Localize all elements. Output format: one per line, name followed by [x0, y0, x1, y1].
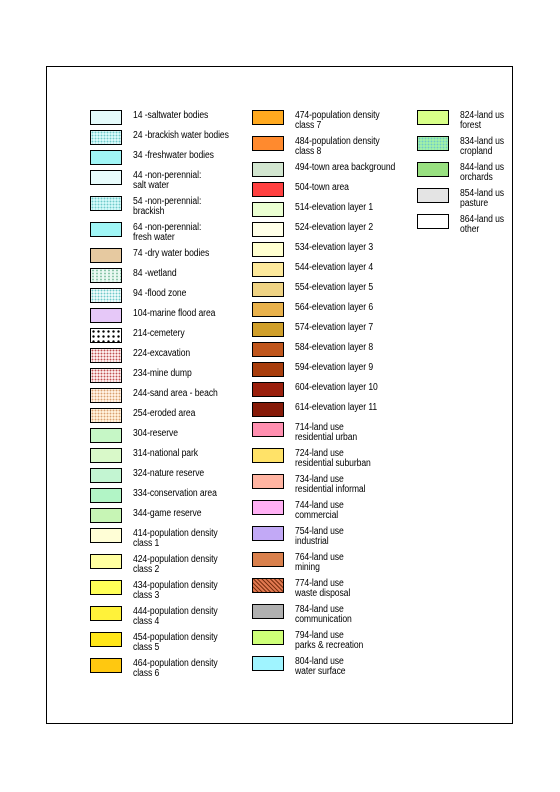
legend-label: 514-elevation layer 1 — [295, 202, 374, 213]
legend-label: 784-land use communication — [295, 604, 352, 625]
legend-label: 524-elevation layer 2 — [295, 222, 374, 233]
legend-label: 804-land use water surface — [295, 656, 346, 677]
legend-swatch — [252, 222, 284, 237]
legend-swatch — [252, 604, 284, 619]
legend-swatch — [252, 578, 284, 593]
legend-label: 44 -non-perennial: salt water — [133, 170, 202, 191]
legend-label: 774-land use waste disposal — [295, 578, 351, 599]
legend-swatch — [252, 162, 284, 177]
legend-swatch — [252, 630, 284, 645]
legend-label: 484-population density class 8 — [295, 136, 380, 157]
legend-swatch — [90, 388, 122, 403]
legend-swatch — [90, 222, 122, 237]
legend-swatch — [417, 214, 449, 229]
legend-label: 594-elevation layer 9 — [295, 362, 374, 373]
legend-swatch — [417, 188, 449, 203]
legend-label: 554-elevation layer 5 — [295, 282, 374, 293]
legend-swatch — [252, 526, 284, 541]
legend-label: 94 -flood zone — [133, 288, 187, 299]
legend-swatch — [252, 110, 284, 125]
legend-label: 74 -dry water bodies — [133, 248, 210, 259]
legend-label: 604-elevation layer 10 — [295, 382, 378, 393]
legend-label: 534-elevation layer 3 — [295, 242, 374, 253]
legend-label: 844-land us orchards — [460, 162, 505, 183]
legend-label: 314-national park — [133, 448, 198, 459]
legend-label: 304-reserve — [133, 428, 178, 439]
legend-label: 734-land use residential informal — [295, 474, 366, 495]
legend-swatch — [90, 428, 122, 443]
legend-label: 214-cemetery — [133, 328, 185, 339]
legend-label: 254-eroded area — [133, 408, 196, 419]
legend-swatch — [252, 342, 284, 357]
legend-label: 714-land use residential urban — [295, 422, 358, 443]
legend-label: 54 -non-perennial: brackish — [133, 196, 202, 217]
legend-label: 444-population density class 4 — [133, 606, 218, 627]
legend-label: 854-land us pasture — [460, 188, 505, 209]
legend-label: 434-population density class 3 — [133, 580, 218, 601]
legend-swatch — [90, 408, 122, 423]
legend-swatch — [252, 302, 284, 317]
legend-label: 324-nature reserve — [133, 468, 205, 479]
legend-label: 464-population density class 6 — [133, 658, 218, 679]
legend-label: 34 -freshwater bodies — [133, 150, 214, 161]
legend-swatch — [252, 422, 284, 437]
legend-swatch — [252, 448, 284, 463]
legend-label: 574-elevation layer 7 — [295, 322, 374, 333]
legend-swatch — [252, 136, 284, 151]
legend-label: 584-elevation layer 8 — [295, 342, 374, 353]
legend-label: 24 -brackish water bodies — [133, 130, 229, 141]
legend-swatch — [90, 170, 122, 185]
legend-label: 244-sand area - beach — [133, 388, 218, 399]
legend-label: 224-excavation — [133, 348, 191, 359]
legend-swatch — [252, 402, 284, 417]
legend-label: 64 -non-perennial: fresh water — [133, 222, 202, 243]
legend-label: 424-population density class 2 — [133, 554, 218, 575]
legend-swatch — [90, 580, 122, 595]
legend-swatch — [417, 110, 449, 125]
legend-label: 764-land use mining — [295, 552, 344, 573]
legend-label: 414-population density class 1 — [133, 528, 218, 549]
legend-label: 824-land us forest — [460, 110, 505, 131]
legend-swatch — [252, 656, 284, 671]
legend-swatch — [90, 308, 122, 323]
legend-label: 234-mine dump — [133, 368, 192, 379]
legend-swatch — [252, 262, 284, 277]
legend-label: 14 -saltwater bodies — [133, 110, 209, 121]
legend-swatch — [417, 136, 449, 151]
legend-swatch — [90, 606, 122, 621]
legend-swatch — [90, 110, 122, 125]
legend-label: 794-land use parks & recreation — [295, 630, 364, 651]
legend-label: 344-game reserve — [133, 508, 202, 519]
legend-swatch — [90, 448, 122, 463]
legend-label: 834-land us cropland — [460, 136, 505, 157]
legend-swatch — [90, 554, 122, 569]
legend-label: 494-town area background — [295, 162, 396, 173]
legend-label: 104-marine flood area — [133, 308, 216, 319]
legend-swatch — [252, 362, 284, 377]
legend-label: 864-land us other — [460, 214, 505, 235]
legend-label: 614-elevation layer 11 — [295, 402, 378, 413]
legend-swatch — [252, 552, 284, 567]
legend-swatch — [90, 658, 122, 673]
legend-label: 544-elevation layer 4 — [295, 262, 374, 273]
legend-swatch — [90, 288, 122, 303]
legend-label: 454-population density class 5 — [133, 632, 218, 653]
legend-swatch — [252, 282, 284, 297]
legend-label: 474-population density class 7 — [295, 110, 380, 131]
legend-swatch — [252, 322, 284, 337]
legend-label: 504-town area — [295, 182, 349, 193]
legend-swatch — [90, 468, 122, 483]
legend-swatch — [90, 130, 122, 145]
legend-swatch — [252, 500, 284, 515]
legend-swatch — [90, 488, 122, 503]
legend-swatch — [252, 182, 284, 197]
legend-swatch — [90, 632, 122, 647]
legend-swatch — [90, 150, 122, 165]
legend-swatch — [252, 382, 284, 397]
legend-swatch — [417, 162, 449, 177]
legend-label: 744-land use commercial — [295, 500, 344, 521]
legend-swatch — [252, 242, 284, 257]
legend-swatch — [90, 348, 122, 363]
legend-swatch — [90, 248, 122, 263]
legend-swatch — [90, 368, 122, 383]
legend-swatch — [90, 196, 122, 211]
legend-label: 334-conservation area — [133, 488, 217, 499]
legend-swatch — [90, 268, 122, 283]
legend-label: 564-elevation layer 6 — [295, 302, 374, 313]
legend-label: 84 -wetland — [133, 268, 177, 279]
legend-swatch — [90, 328, 122, 343]
legend-label: 754-land use industrial — [295, 526, 344, 547]
legend-swatch — [90, 528, 122, 543]
legend-swatch — [90, 508, 122, 523]
legend-swatch — [252, 474, 284, 489]
legend-label: 724-land use residential suburban — [295, 448, 371, 469]
legend-swatch — [252, 202, 284, 217]
